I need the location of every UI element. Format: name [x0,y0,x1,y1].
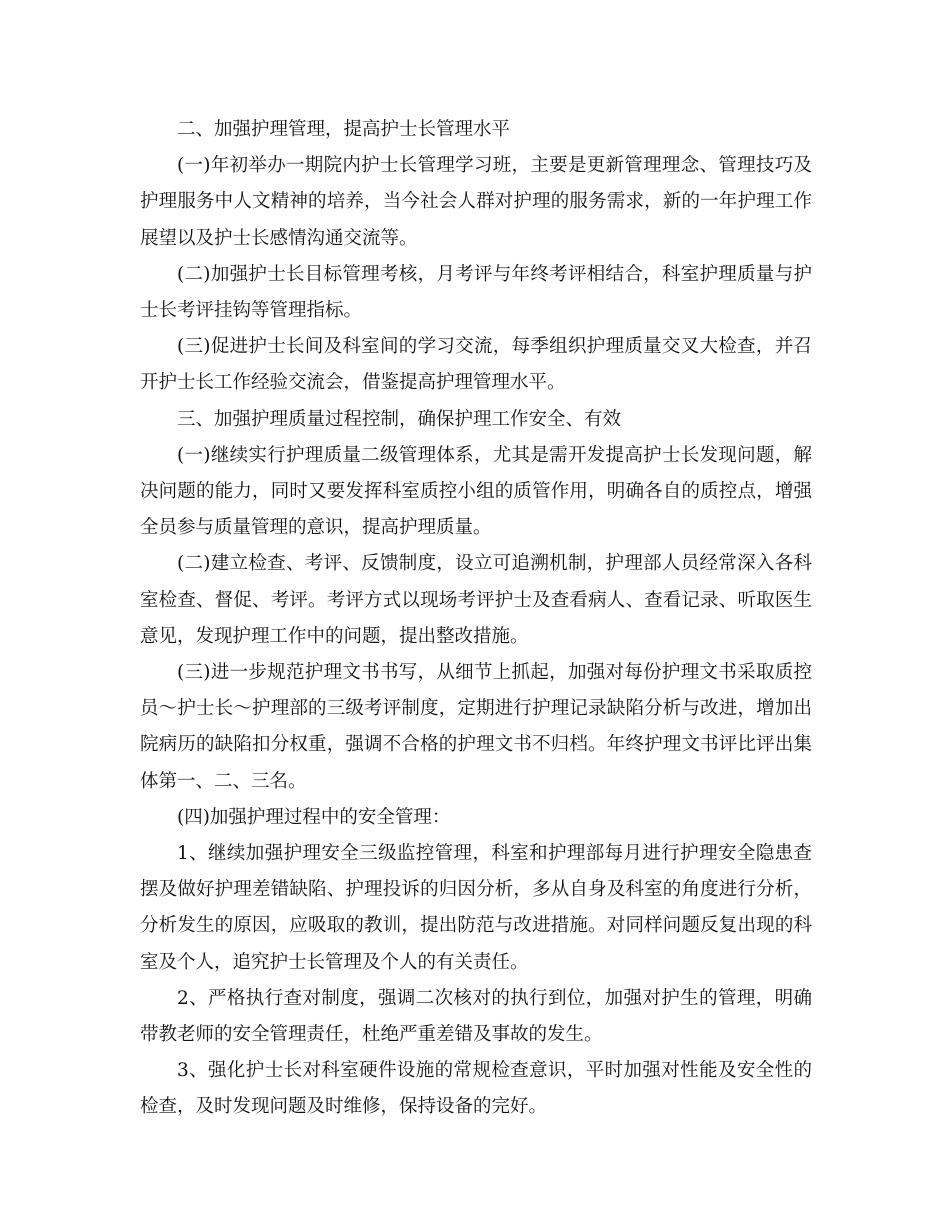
subheading-safety-management: (四)加强护理过程中的安全管理： [177,806,451,828]
paragraph-inspection-feedback: (二)建立检查、考评、反馈制度，设立可追溯机制，护理部人员经常深入各科室检查、督促、考评。考评方式以现场考评护士及查看病人、查看记录、听取医生意见，发现护理工作中的问题，提出整改措施。 [140,553,812,647]
paragraph-target-assessment: (二)加强护士长目标管理考核，月考评与年终考评相结合，科室护理质量与护士长考评挂钩等管理指标。 [140,263,812,322]
list-item-safety-monitoring: 1、继续加强护理安全三级监控管理，科室和护理部每月进行护理安全隐患查摆及做好护理差错缺陷、护理投诉的归因分析，多从自身及科室的角度进行分析，分析发生的原因，应吸取的教训，提出防范与改进措施。对同样问题反复出现的科室及个人，追究护士长管理及个人的有关责任。 [140,843,812,973]
paragraph-training-class: (一)年初举办一期院内护士长管理学习班，主要是更新管理理念、管理技巧及护理服务中人文精神的培养，当今社会人群对护理的服务需求，新的一年护理工作展望以及护士长感情沟通交流等。 [140,155,812,249]
paragraph-quality-system: (一)继续实行护理质量二级管理体系，尤其是需开发提高护士长发现问题，解决问题的能力，同时又要发挥科室质控小组的质管作用，明确各自的质控点，增强全员参与质量管理的意识，提高护理质量。 [140,444,812,539]
section-heading-nursing-management: 二、加强护理管理，提高护士长管理水平 [177,119,511,140]
paragraph-nursing-documents: (三)进一步规范护理文书书写，从细节上抓起，加强对每份护理文书采取质控员～护士长～护理部的三级考评制度，定期进行护理记录缺陷分析与改进，增加出院病历的缺陷扣分权重，强调不合格的护理文书不归档。年终护理文书评比评出集体第一、二、三名。 [140,662,812,792]
list-item-hardware-inspection: 3、强化护士长对科室硬件设施的常规检查意识，平时加强对性能及安全性的检查，及时发现问题及时维修，保持设备的完好。 [140,1060,812,1118]
section-heading-quality-control: 三、加强护理质量过程控制，确保护理工作安全、有效 [177,408,622,430]
document-page [140,112,812,1126]
paragraph-learning-exchange: (三)促进护士长间及科室间的学习交流，每季组织护理质量交叉大检查，并召开护士长工作经验交流会，借鉴提高护理管理水平。 [140,336,812,394]
list-item-check-system: 2、严格执行查对制度，强调二次核对的执行到位，加强对护生的管理，明确带教老师的安全管理责任，杜绝严重差错及事故的发生。 [140,987,812,1046]
